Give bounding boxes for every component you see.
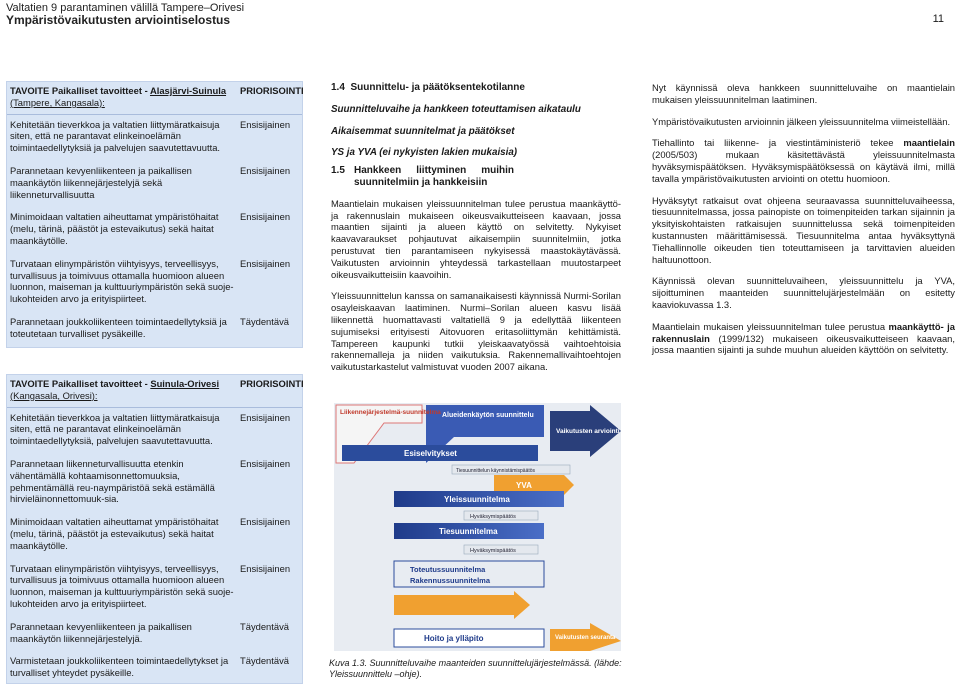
priority-value: Ensisijainen — [240, 257, 291, 269]
goal-text: Parannetaan kevyenliikenteen ja paikallisen maankäytön liikennejärjestelyjä sekä liikenneturvallisuutta — [10, 164, 192, 200]
paragraph: Ympäristövaikutusten arvioinnin jälkeen yleissuunnitelma viimeistellään. — [652, 115, 951, 127]
goal-text: Varmistetaan joukkoliikenteen toimintaedellytykset ja turvalliset yhteydet pysäkeille. — [10, 655, 229, 679]
goal-text: Parannetaan kevyenliikenteen ja paikallisen maankäytön liikennejärjestelyjä. — [10, 620, 192, 644]
subheading-previous-plans: Aikaisemmat suunnitelmat ja päätökset — [331, 125, 515, 137]
label-toteutussuunnitelma: Toteutussuunnitelma — [410, 565, 486, 574]
paragraph: Käynnissä olevan suunnitteluvaiheen, yleissuunnittelu ja YVA, sijoittuminen maanteiden suunnittelujärjestelmään on esitetty kaaviokuvassa 1.3. — [652, 275, 955, 310]
priority-value: Ensisijainen — [240, 118, 291, 130]
label-hyvaksymispaatos-1: Hyväksymispäätös — [470, 514, 516, 520]
priority-header: PRIORISOINTI — [240, 85, 304, 96]
priority-value: Ensisijainen — [240, 411, 291, 423]
paragraph: Nyt käynnissä oleva hankkeen suunnitteluvaihe on maantielain mukaisen yleissuunnitelman laatiminen. — [652, 82, 955, 105]
table-title-municipalities: (Tampere, Kangasala): — [10, 96, 105, 108]
goal-text: Kehitetään tieverkkoa ja valtatien liittymäratkaisuja siten, että ne parantavat elinkeinoelämän toimintaedellytyksiä ja palvelujen saavutettavuutta. — [10, 118, 221, 154]
subheading-schedule: Suunnitteluvaihe ja hankkeen toteuttamisen aikataulu — [331, 103, 581, 115]
table-row — [7, 207, 302, 253]
priority-value: Ensisijainen — [240, 164, 291, 176]
rakennus-arrow — [394, 591, 530, 619]
priority-value: Täydentävä — [240, 655, 289, 667]
label-rakennussuunnitelma: Rakennussuunnitelma — [410, 576, 491, 585]
planning-system-diagram — [334, 403, 621, 651]
label-esiselvitykset: Esiselvitykset — [404, 449, 457, 458]
table-row — [7, 161, 302, 207]
label-tiesuunnitelma: Tiesuunnitelma — [439, 527, 498, 536]
goal-text: Parannetaan liikenneturvallisuutta etenkin vähentämällä kohtaamisonnettomuuksia, pehmentämällä reu-naympäristöä sekä estämällä hirvieläinonnettomuuk-sia. — [10, 457, 215, 505]
table-row — [7, 254, 302, 312]
label-yleissuunnitelma: Yleissuunnitelma — [444, 495, 510, 504]
right-column — [652, 82, 955, 366]
table-row — [7, 512, 302, 558]
label-alueidenkaytto: Alueidenkäytön suunnittelu — [442, 412, 534, 419]
goal-text: Turvataan elinympäristön viihtyisyys, terveellisyys, turvallisuus ja toimivuus ottamalla huomioon alueen luonnon, maiseman ja kulttuuriympäristön sekä suoje-lukohteiden arvo ja erityispiirteet. — [10, 562, 234, 609]
paragraph: Hyväksytyt ratkaisut ovat ohjeena seuraavassa suunnitteluvaiheessa, tiesuunnitelmassa, jossa painopiste on toimenpiteiden tarkan sijainnin ja yksityiskohtaisten ratkaisujen suunnittelussa sekä toimenpiteiden kustannusten määrittämisessä. Tiesuunnitelma antaa hyväksyttynä Tiehallinnolle oikeuden tien toteuttamiseen ja tarvittavien alueiden haltuunottoon. — [652, 194, 955, 265]
table-title-municipalities: (Kangasala, Orivesi): — [10, 389, 98, 401]
middle-column — [331, 82, 621, 383]
label-vaikutusten-seuranta: Vaikutusten seuranta — [555, 635, 616, 641]
header-subtitle: Ympäristövaikutusten arviointiselostus — [6, 13, 231, 27]
table-title: TAVOITE Paikalliset tavoitteet - — [10, 85, 150, 96]
goal-text: Minimoidaan valtatien aiheuttamat ympäristöhaitat (melu, tärinä, päästöt ja estevaikutus) sekä haitat maankäytölle. — [10, 516, 219, 551]
goal-text: Parannetaan joukkoliikenteen toimintaedellytyksiä ja toteutetaan turvalliset pysäkeille. — [10, 315, 227, 339]
goal-text: Kehitetään tieverkkoa ja valtatien liittymäratkaisuja siten, että ne parantavat elinkeinoelämän toimintaedellytyksiä, palvelujen saavutettavuutta. — [10, 411, 220, 447]
goals-table-suinula — [6, 374, 303, 684]
table-row — [7, 312, 302, 347]
figure-caption: Kuva 1.3. Suunnitteluvaihe maanteiden suunnittelujärjestelmässä. (lähde: Yleissuunnittelu –ohje). — [329, 658, 622, 679]
table-header — [7, 375, 302, 408]
goal-text: Turvataan elinympäristön viihtyisyys, terveellisyys, turvallisuus ja toimivuus ottamalla huomioon alueen luonnon, maiseman ja kulttuuriympäristön sekä suoje-lukohteiden arvo ja erityispiirteet. — [10, 257, 234, 305]
table-row — [7, 651, 302, 683]
label-yva: YVA — [516, 481, 532, 490]
table-row — [7, 454, 302, 512]
table-row — [7, 617, 302, 652]
section-heading: 1.4 Suunnittelu- ja päätöksentekotilanne — [331, 82, 525, 93]
priority-header: PRIORISOINTI — [240, 378, 304, 389]
paragraph: Maantielain mukaisen yleissuunnitelman tulee perustua maankäyttö- ja rakennuslain mukaiseen oikeusvaikutteiseen kaavaan, jossa maantien sijainti ja alueen käyttö on selvitetty. Nykyiset kaavavaraukset pohjautuvat aikaisempiin suunnitelmiin, jotka perustuvat tien parantamiseen nykyisessä maastokäytävässä. Vaikutusten arvioinnin yhteydessä tarkastellaan muutostarpeet oikeusvaikutteisiin kaavoihin. — [331, 197, 621, 280]
page-number: 11 — [932, 13, 944, 25]
priority-value: Täydentävä — [240, 620, 289, 632]
goal-text: Minimoidaan valtatien aiheuttamat ympäristöhaitat (melu, tärinä, päästöt ja estevaikutus) sekä haitat maankäytölle. — [10, 211, 219, 246]
priority-value: Täydentävä — [240, 315, 289, 327]
table-row — [7, 408, 302, 454]
paragraph: Tiehallinto tai liikenne- ja viestintäministeriö tekee maantielain (2005/503) mukaan käsitettävästä yleissuunnitelmasta hyväksymispäätöksen. Hyväksymispäätöksessä on käytävä ilmi, millä tavalla ympäristövaikutusten arviointi on otettu huomioon. — [652, 137, 955, 184]
table-title: TAVOITE Paikalliset tavoitteet - — [10, 378, 151, 389]
header-title: Valtatien 9 parantaminen välillä Tampere–Orivesi — [6, 2, 245, 14]
table-header — [7, 82, 302, 115]
table-title-area: Suinula-Orivesi — [150, 378, 220, 389]
priority-value: Ensisijainen — [240, 516, 291, 528]
table-title-area: Alasjärvi-Suinula — [149, 85, 227, 96]
goals-table-alasjarvi — [6, 81, 303, 348]
label-hyvaksymispaatos-2: Hyväksymispäätös — [470, 548, 516, 554]
paragraph: Maantielain mukaisen yleissuunnitelman tulee perustua maankäyttö- ja rakennuslain (1999/132) mukaiseen oikeusvaikutteiseen kaavaan, jossa maantien sijainti ja suhde muuhun alueiden käyttöön on selvitetty. — [652, 320, 955, 356]
table-row — [7, 115, 302, 161]
priority-value: Ensisijainen — [240, 562, 291, 574]
priority-value: Ensisijainen — [240, 457, 291, 469]
label-liikennejarjestelma: Liikennejärjestelmä-suunnitelma — [340, 409, 441, 416]
label-hoito-yllapito: Hoito ja ylläpito — [424, 634, 484, 643]
paragraph: Yleissuunnittelun kanssa on samanaikaisesti käynnissä Nurmi-Sorilan osayleiskaavan laatiminen. Nurmi–Sorilan alueen kasvu lisää liikennettä huomattavasti valtatiellä 9 ja edellyttää liikenteen sujumiseksi erityisesti Aitovuoren eritasoliittymän kehittämistä. Tampereen kaupunki tutkii yleiskaavatyössä vaihtoehtoisia rakennemalleja ja niiden vaikutuksia. Rakennemallivaihtoehtojen vaikutustarkastelut valmistuvat vuoden 2007 aikana. — [331, 290, 621, 373]
subheading-ys-yva: YS ja YVA (ei nykyisten lakien mukaisia) — [331, 147, 518, 159]
priority-value: Ensisijainen — [240, 211, 291, 223]
section-subheading: 1.5 Hankkeen liittyminen muihin suunnitelmiin ja hankkeisiin — [331, 165, 514, 188]
table-row — [7, 559, 302, 617]
label-tsv: Tiesuunnittelun käynnistämispäätös — [456, 468, 536, 474]
label-vaikutusten-arviointi: Vaikutusten arviointi — [556, 428, 620, 435]
